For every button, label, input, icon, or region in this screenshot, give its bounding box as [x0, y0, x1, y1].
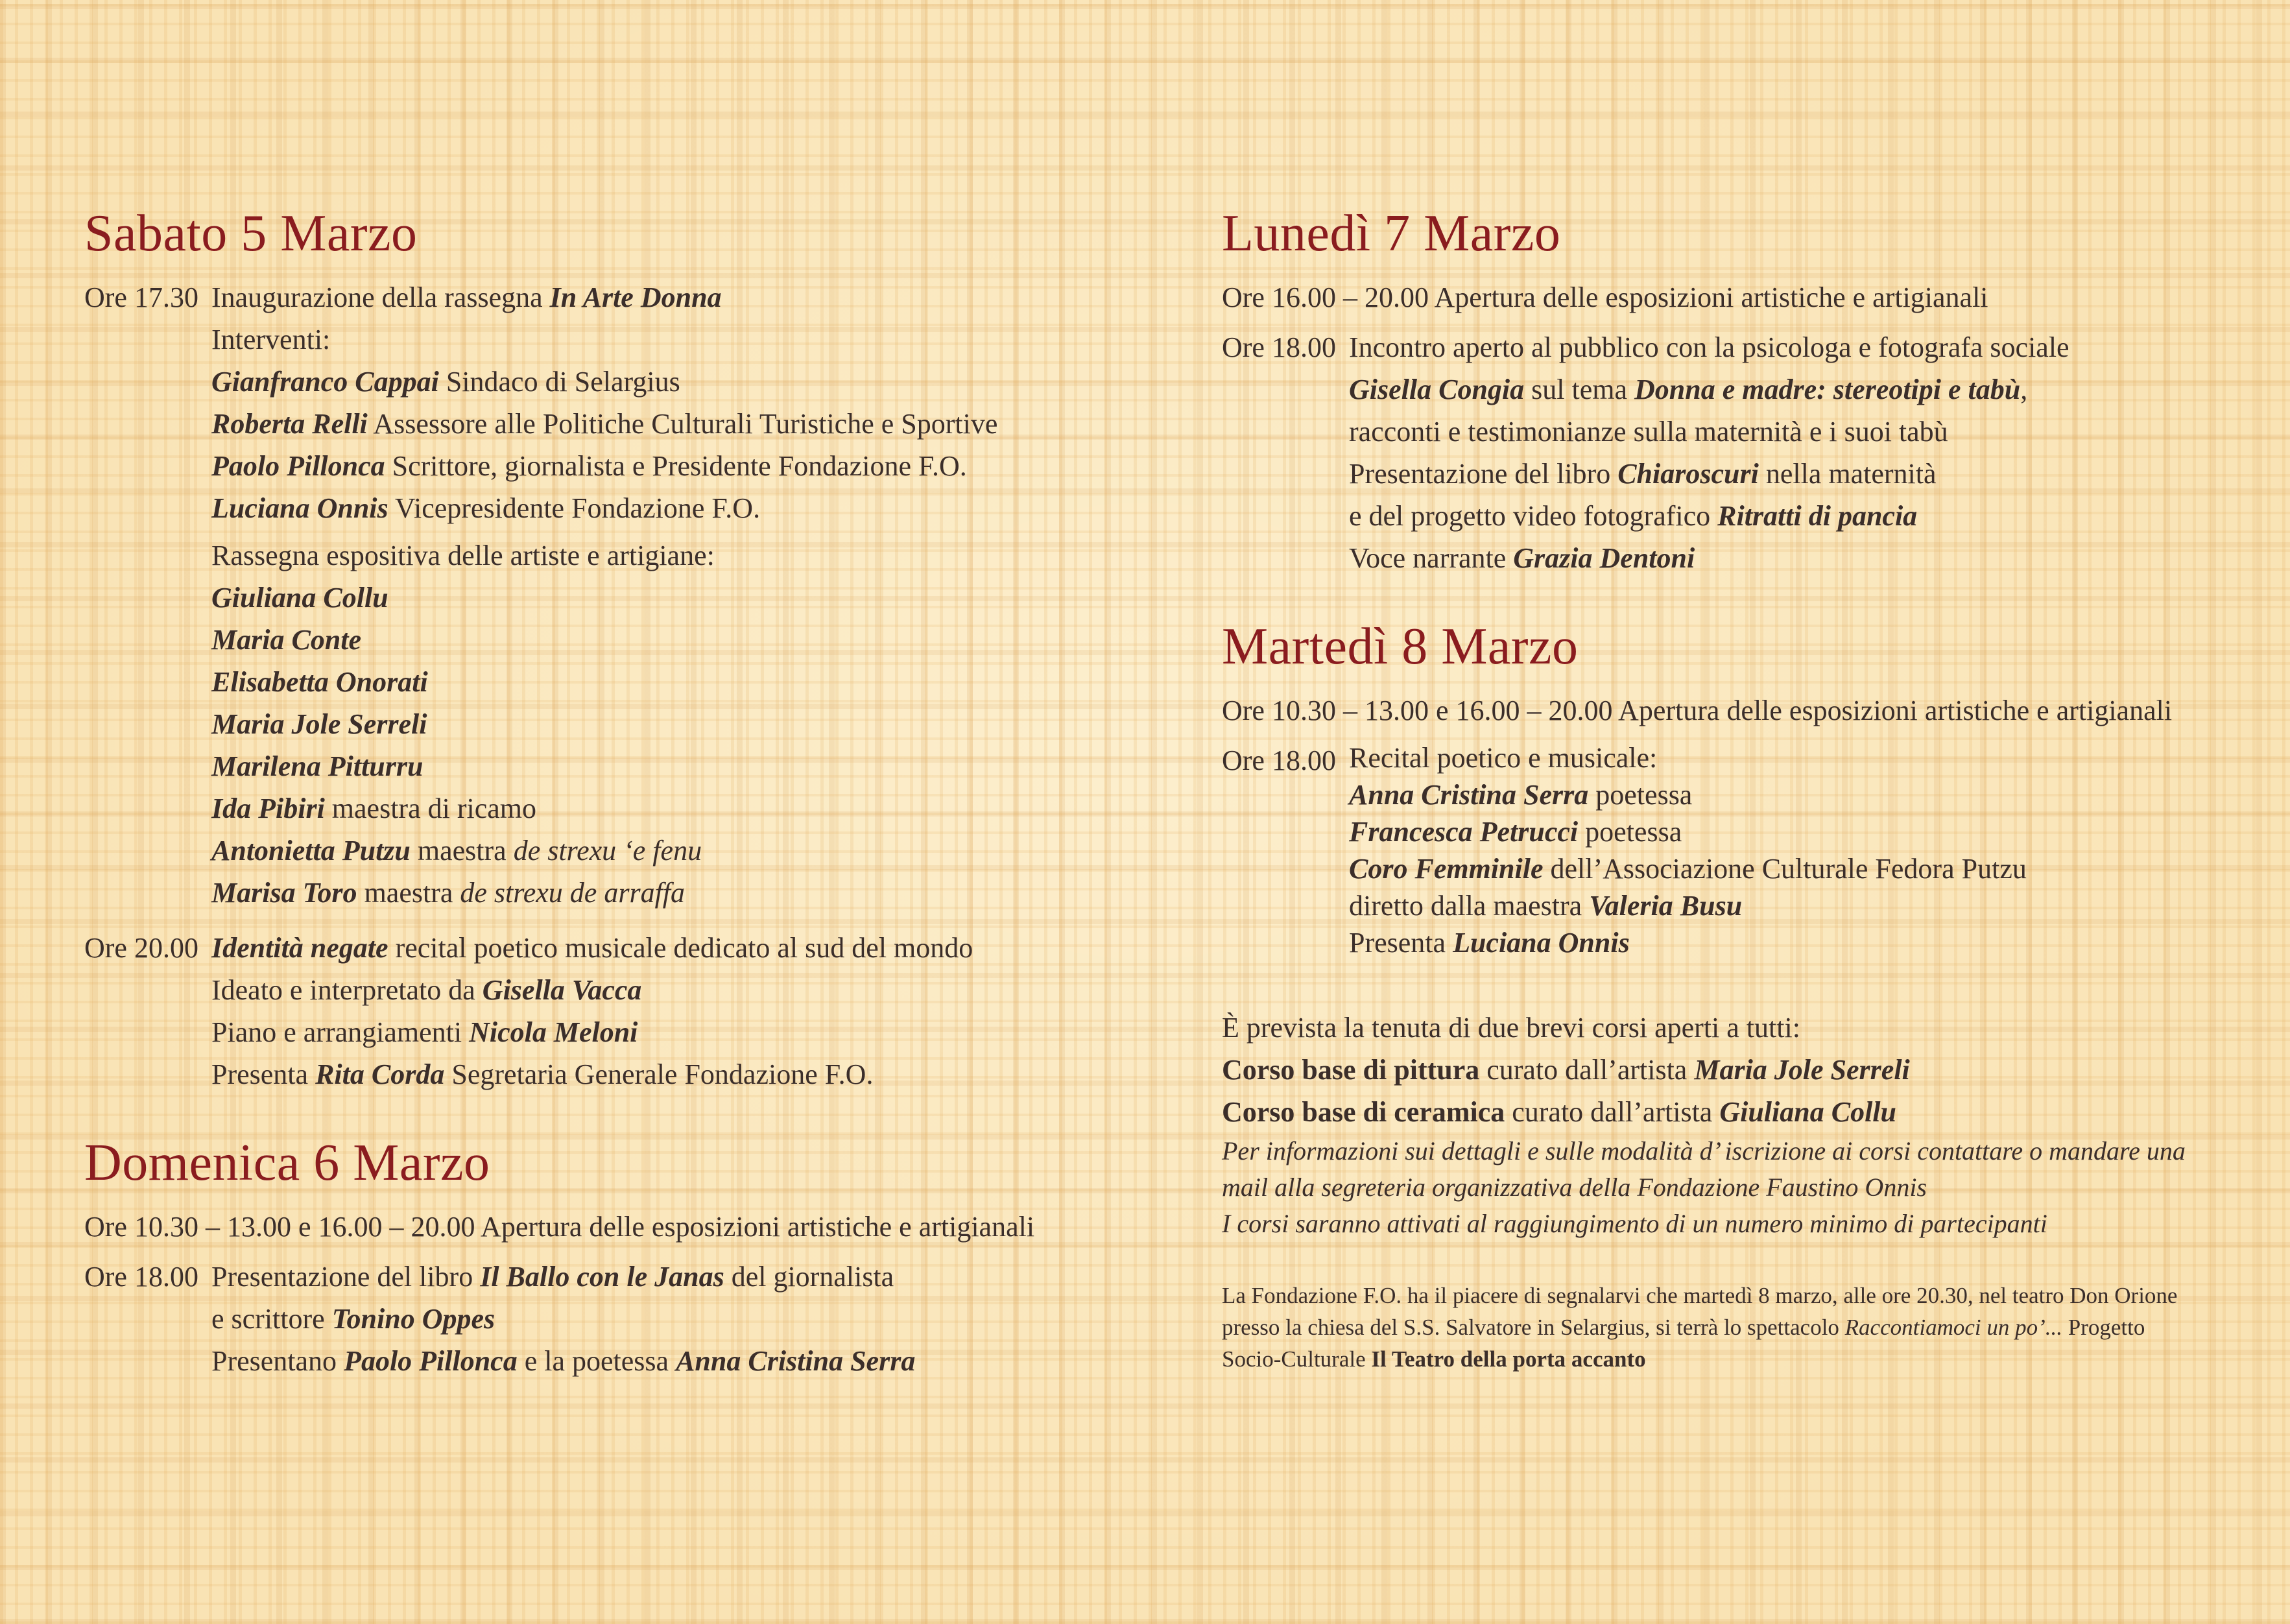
- day-heading: Lunedì 7 Marzo: [1222, 205, 1561, 262]
- course-name: Corso base di ceramica: [1222, 1096, 1505, 1128]
- speaker-role: Vicepresidente Fondazione F.O.: [388, 492, 761, 524]
- event-recital: [1222, 739, 2234, 961]
- speaker-line: [211, 487, 1096, 529]
- event-line: Incontro aperto al pubblico con la psicologa e fotografa sociale: [1349, 331, 2069, 363]
- event-description: [211, 276, 1096, 914]
- performance-title: Identità negate: [211, 932, 388, 964]
- event-line: [1349, 850, 2234, 887]
- right-column: [1222, 205, 2234, 1375]
- day-martedi: [1222, 618, 2234, 961]
- event-line: [1349, 495, 2234, 537]
- text: Presenta: [211, 1058, 316, 1090]
- book-title: Chiaroscuri: [1617, 458, 1759, 490]
- speaker-line: [211, 403, 1096, 445]
- event-line: Recital poetico e musicale:: [1349, 742, 1658, 774]
- text: poetessa: [1578, 816, 1682, 848]
- project-title: Ritratti di pancia: [1717, 500, 1918, 532]
- course-line: [1222, 1049, 2234, 1091]
- person-name: Maria Jole Serreli: [1694, 1054, 1910, 1086]
- event-time: Ore 18.00: [1222, 745, 1336, 776]
- speaker-line: [211, 445, 1096, 487]
- day-lunedi: [1222, 205, 2234, 579]
- text: Socio-Culturale: [1222, 1346, 1372, 1372]
- speaker-line: [211, 361, 1096, 403]
- info-note: mail alla segreteria organizzativa della Fondazione Faustino Onnis: [1222, 1173, 1927, 1202]
- event-line: [211, 276, 1096, 318]
- event-line: [1349, 368, 2234, 411]
- artist-name: Maria Jole Serreli: [211, 708, 427, 740]
- artist-role: maestra: [357, 877, 460, 909]
- event-time: Ore 20.00: [84, 932, 198, 964]
- artist-name: Antonietta Putzu: [211, 835, 411, 866]
- artist-name: Marilena Pitturru: [211, 750, 423, 782]
- text: e del progetto video fotografico: [1349, 500, 1718, 532]
- artist-name: Maria Conte: [211, 624, 362, 656]
- event-identita-negate: [84, 927, 1096, 1095]
- text: del giornalista: [724, 1261, 894, 1293]
- event-line: [1349, 537, 2234, 579]
- day-heading: Domenica 6 Marzo: [84, 1134, 490, 1191]
- choir-name: Coro Femminile: [1349, 853, 1544, 885]
- person-name: Anna Cristina Serra: [1349, 779, 1589, 811]
- event-description: [1349, 739, 2234, 961]
- person-name: Luciana Onnis: [1453, 927, 1630, 959]
- text: diretto dalla maestra: [1349, 890, 1590, 922]
- book-title: Il Ballo con le Janas: [480, 1261, 724, 1293]
- day-heading: Martedì 8 Marzo: [1222, 618, 1579, 675]
- text: Segretaria Generale Fondazione F.O.: [444, 1058, 874, 1090]
- day-sabato: [84, 205, 1096, 1095]
- text: curato dall’artista: [1505, 1096, 1720, 1128]
- text: Inaugurazione della rassegna: [211, 281, 550, 313]
- speaker-role: Assessore alle Politiche Culturali Turistiche e Sportive: [367, 408, 998, 440]
- artist-line: [211, 872, 1096, 914]
- event-line: [211, 969, 1096, 1011]
- event-presentazione-libro: [84, 1256, 1096, 1382]
- info-note: I corsi saranno attivati al raggiungimento di un numero minimo di partecipanti: [1222, 1209, 2047, 1238]
- info-note: Per informazioni sui dettagli e sulle modalità d’ iscrizione ai corsi contattare o mandare una: [1222, 1136, 2186, 1165]
- person-name: Tonino Oppes: [331, 1303, 495, 1335]
- day-heading: Sabato 5 Marzo: [84, 205, 418, 262]
- artist-name: Giuliana Collu: [211, 582, 388, 614]
- text: e scrittore: [211, 1303, 332, 1335]
- craft-name: de strexu de arraffa: [460, 877, 686, 909]
- text: Presentazione del libro: [211, 1261, 481, 1293]
- text: e la poetessa: [517, 1345, 676, 1377]
- footer-line: [1222, 1343, 2234, 1375]
- event-line: [211, 1053, 1096, 1095]
- person-name: Francesca Petrucci: [1349, 816, 1579, 848]
- speaker-name: Luciana Onnis: [211, 492, 388, 524]
- text: dell’Associazione Culturale Fedora Putzu: [1543, 853, 2027, 885]
- person-name: Valeria Busu: [1589, 890, 1743, 922]
- event-time: Ore 17.30: [84, 281, 198, 313]
- speaker-role: Scrittore, giornalista e Presidente Fondazione F.O.: [385, 450, 967, 482]
- text: Piano e arrangiamenti: [211, 1016, 470, 1048]
- event-line: racconti e testimonianze sulla maternità e i suoi tabù: [1349, 416, 1948, 448]
- text: Presentano: [211, 1345, 344, 1377]
- event-line: [211, 1340, 1096, 1382]
- person-name: Gisella Vacca: [482, 974, 642, 1006]
- event-line: [211, 1256, 1096, 1298]
- text: Voce narrante: [1349, 542, 1514, 574]
- speaker-name: Roberta Relli: [211, 408, 368, 440]
- text: sul tema: [1524, 374, 1635, 405]
- text: Presentazione del libro: [1349, 458, 1618, 490]
- event-line: [1349, 924, 2234, 961]
- left-column: [84, 205, 1096, 1395]
- person-name: Paolo Pillonca: [344, 1345, 518, 1377]
- artist-name: Ida Pibiri: [211, 793, 325, 824]
- person-name: Nicola Meloni: [469, 1016, 638, 1048]
- person-name: Anna Cristina Serra: [676, 1345, 916, 1377]
- event-line: [1349, 453, 2234, 495]
- event-line: Interventi:: [211, 324, 331, 355]
- text: recital poetico musicale dedicato al sud del mondo: [388, 932, 973, 964]
- text: Ideato e interpretato da: [211, 974, 483, 1006]
- artist-role: maestra di ricamo: [324, 793, 536, 824]
- text: poetessa: [1588, 779, 1693, 811]
- event-line: [1349, 887, 2234, 924]
- speaker-name: Paolo Pillonca: [211, 450, 385, 482]
- courses-section: [1222, 1007, 2234, 1242]
- person-name: Gisella Congia: [1349, 374, 1525, 405]
- exhibition-title: In Arte Donna: [549, 281, 722, 313]
- artist-name: Elisabetta Onorati: [211, 666, 428, 698]
- text: Progetto: [2062, 1315, 2145, 1340]
- text: Presenta: [1349, 927, 1453, 959]
- footer-line: [1222, 1311, 2234, 1343]
- speaker-name: Gianfranco Cappai: [211, 366, 439, 398]
- show-title: Raccontiamoci un po’...: [1844, 1315, 2063, 1340]
- artist-role: maestra: [410, 835, 514, 866]
- event-description: [211, 927, 1096, 1095]
- course-name: Corso base di pittura: [1222, 1054, 1480, 1086]
- text: ,: [2020, 374, 2028, 405]
- artist-line: [211, 787, 1096, 830]
- person-name: Giuliana Collu: [1719, 1096, 1896, 1128]
- opening-hours: Ore 16.00 – 20.00 Apertura delle esposizioni artistiche e artigianali: [1222, 281, 1988, 313]
- artist-line: [211, 830, 1096, 872]
- event-incontro: [1222, 326, 2234, 579]
- craft-name: de strexu ‘e fenu: [513, 835, 702, 866]
- footer-line: La Fondazione F.O. ha il piacere di segnalarvi che martedì 8 marzo, alle ore 20.30, nel teatro Don Orione: [1222, 1283, 2178, 1308]
- topic-title: Donna e madre: stereotipi e tabù: [1634, 374, 2021, 405]
- event-line: [1349, 813, 2234, 850]
- event-time: Ore 18.00: [1222, 331, 1336, 363]
- footer-notice: [1222, 1280, 2234, 1375]
- text: presso la chiesa del S.S. Salvatore in Selargius, si terrà lo spettacolo: [1222, 1315, 1845, 1340]
- event-line: [211, 1011, 1096, 1053]
- project-name: Il Teatro della porta accanto: [1371, 1346, 1646, 1372]
- courses-intro: È prevista la tenuta di due brevi corsi aperti a tutti:: [1222, 1012, 1800, 1044]
- artist-name: Marisa Toro: [211, 877, 357, 909]
- event-time: Ore 18.00: [84, 1261, 198, 1293]
- course-line: [1222, 1091, 2234, 1133]
- text: curato dall’artista: [1479, 1054, 1695, 1086]
- person-name: Grazia Dentoni: [1513, 542, 1695, 574]
- event-inaugurazione: [84, 276, 1096, 914]
- event-line: [1349, 776, 2234, 813]
- opening-hours: Ore 10.30 – 13.00 e 16.00 – 20.00 Apertura delle esposizioni artistiche e artigianali: [84, 1211, 1035, 1243]
- event-line: [211, 927, 1096, 969]
- text: nella maternità: [1758, 458, 1937, 490]
- day-domenica: [84, 1134, 1096, 1382]
- event-line: Rassegna espositiva delle artiste e artigiane:: [211, 540, 715, 571]
- event-description: [1349, 326, 2234, 579]
- event-description: [211, 1256, 1096, 1382]
- person-name: Rita Corda: [315, 1058, 445, 1090]
- speaker-role: Sindaco di Selargius: [438, 366, 680, 398]
- event-line: [211, 1298, 1096, 1340]
- opening-hours: Ore 10.30 – 13.00 e 16.00 – 20.00 Apertura delle esposizioni artistiche e artigianali: [1222, 695, 2173, 726]
